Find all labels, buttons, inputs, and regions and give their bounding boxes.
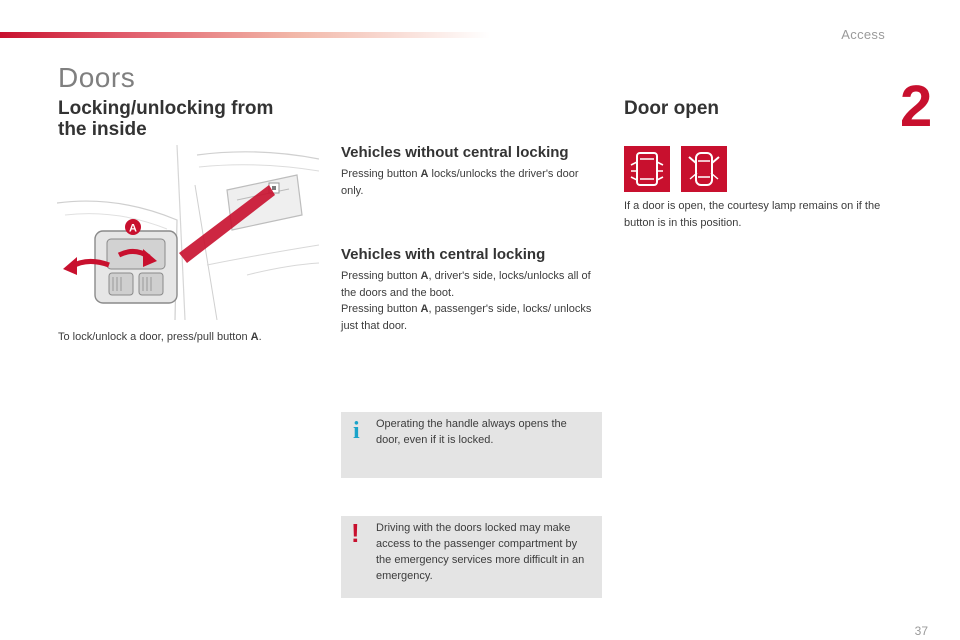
door-handle-illustration bbox=[57, 145, 319, 320]
central-p2-end: , passenger's side, locks/ unlocks just that door. bbox=[341, 303, 592, 332]
central-p1-button-ref: A bbox=[420, 270, 429, 282]
central-p1-end: , driver's side, locks/unlocks all of the doors and the boot. bbox=[341, 270, 591, 299]
warning-icon: ! bbox=[351, 518, 360, 548]
central-locking-heading: Vehicles with central locking bbox=[341, 246, 546, 263]
door-open-text: If a door is open, the courtesy lamp remains on if the button is in this position. bbox=[624, 200, 881, 229]
header-color-bar bbox=[0, 32, 490, 38]
central-p2-start: Pressing button bbox=[341, 303, 421, 315]
warning-text: Driving with the doors locked may make access to the passenger compartment by the emergency services more difficult in an emergency. bbox=[376, 522, 585, 582]
page-number: 37 bbox=[914, 624, 928, 638]
central-locking-para2 bbox=[341, 301, 596, 334]
door-open-heading: Door open bbox=[624, 98, 719, 119]
central-locking-text bbox=[341, 268, 596, 334]
no-central-locking-text bbox=[341, 166, 591, 199]
central-p1-start: Pressing button bbox=[341, 270, 421, 282]
caption-button-ref: A bbox=[250, 331, 259, 343]
locking-heading-line1: Locking/unlocking from bbox=[58, 98, 274, 119]
door-lamp-icon bbox=[627, 149, 667, 189]
door-open-indicator-tile-2 bbox=[681, 146, 727, 192]
info-icon: i bbox=[353, 418, 360, 444]
chapter-number: 2 bbox=[900, 74, 933, 139]
no-central-locking-heading: Vehicles without central locking bbox=[341, 144, 569, 161]
caption-end: . bbox=[258, 331, 262, 343]
central-p2-button-ref: A bbox=[420, 303, 429, 315]
button-a-label: A bbox=[129, 222, 137, 235]
locking-heading-line2: the inside bbox=[58, 119, 147, 140]
no-central-text-start: Pressing button bbox=[341, 168, 421, 180]
locking-heading bbox=[58, 98, 273, 140]
warning-box bbox=[341, 516, 602, 598]
caption-text: To lock/unlock a door, press/pull button bbox=[58, 331, 251, 343]
info-text: Operating the handle always opens the door, even if it is locked. bbox=[376, 418, 567, 446]
no-central-button-ref: A bbox=[420, 168, 429, 180]
central-locking-para1 bbox=[341, 268, 596, 301]
car-door-open-icon bbox=[684, 149, 724, 189]
no-central-text-end: locks/unlocks the driver's door only. bbox=[341, 168, 579, 197]
door-open-indicator-tile-1 bbox=[624, 146, 670, 192]
page-title: Doors bbox=[58, 62, 136, 93]
locking-caption bbox=[58, 329, 328, 346]
section-label: Access bbox=[841, 27, 885, 42]
info-box bbox=[341, 412, 602, 478]
